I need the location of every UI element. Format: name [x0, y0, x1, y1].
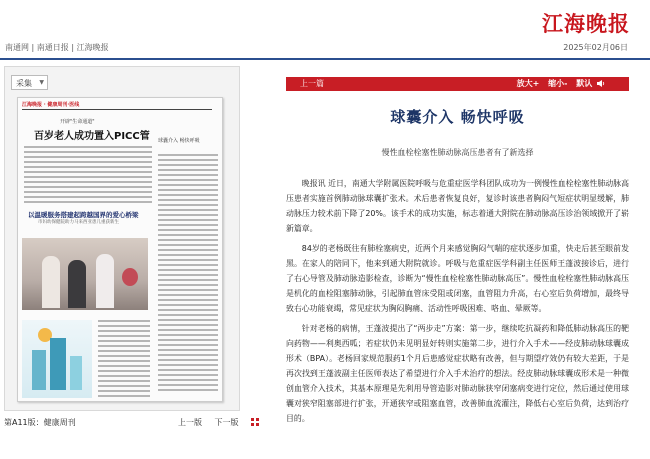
mode-select[interactable]: [11, 75, 48, 90]
prev-page-link[interactable]: 上一版: [178, 418, 202, 427]
zoom-in-button[interactable]: 放大+: [516, 79, 540, 88]
issue-date: 2025年02月06日: [563, 43, 628, 52]
paper-illustration: [22, 320, 92, 398]
edition-label: 第A11版：健康周刊: [4, 418, 76, 427]
header-divider: [0, 58, 650, 60]
article-title: 球囊介入 畅快呼吸: [390, 108, 525, 126]
nav-link-jianghai-evening[interactable]: 江海晚报: [76, 43, 109, 52]
paper-headline-2-sub: 市妇幼保健院助力马来西亚患儿重获新生: [38, 220, 119, 225]
article-paragraph: 晚报讯 近日，南通大学附属医院呼吸与危重症医学科团队成功为一例慢性血栓栓塞性肺动脉高压患者实施首例肺动脉球囊扩张术。术后患者恢复良好，复诊时该患者胸闷气短症状明显缓解，肺动脉压力较术前下降了20%。该手术的成功实施，标志着通大附院在肺动脉高压诊治领域掀开了崭新篇章。: [286, 179, 629, 233]
site-logo[interactable]: 江海晚报: [542, 11, 630, 36]
nav-link-nantong-net[interactable]: 南通网: [5, 43, 29, 52]
paper-text-column: [98, 320, 150, 400]
article-toolbar: [286, 77, 629, 91]
paper-text-column: [158, 154, 218, 394]
prev-article-link[interactable]: 上一篇: [300, 79, 324, 88]
page-preview-panel: [4, 66, 240, 411]
article-body: [286, 176, 629, 431]
nav-link-nantong-daily[interactable]: 南通日报: [36, 43, 69, 52]
newspaper-page-thumbnail[interactable]: [17, 97, 223, 402]
zoom-out-button[interactable]: 缩小-: [548, 79, 568, 88]
article-paragraph: 84岁的老杨既往有肺栓塞病史，近两个月来感觉胸闷气喘的症状逐步加重，快走后甚至眼前发黑。在家人的陪同下，他来到通大附院就诊。呼吸与危重症医学科副主任医师王蓬波接诊后，进行了右心导管及肺动脉造影检查，诊断为“慢性血栓栓塞性肺动脉高压”。慢性血栓栓塞性肺动脉高压是机化的血栓阻塞肺动脉，引起肺血管床受阻或闭塞，血管阻力升高，右心室后负荷增加，最终导致右心功能衰竭，常见症状为胸闷胸痛、活动性呼吸困难、咯血、晕厥等。: [286, 244, 629, 313]
next-page-link[interactable]: 下一版: [214, 418, 239, 427]
page-navigation: [178, 417, 259, 428]
paper-side-headline[interactable]: 球囊介入 畅快呼吸: [158, 138, 200, 144]
read-aloud-button[interactable]: 默认: [576, 79, 593, 88]
mode-select-value: 采集: [16, 79, 32, 88]
site-header: [0, 0, 650, 60]
paper-photo: [22, 238, 148, 310]
paper-headline-2[interactable]: 以温暖服务搭建起跨越国界的爱心桥梁: [28, 211, 139, 219]
paper-text-column: [24, 146, 152, 206]
speaker-icon[interactable]: [597, 80, 605, 87]
paper-headline[interactable]: 百岁老人成功置入PICC管: [34, 131, 150, 142]
article-tools: [511, 78, 605, 89]
nav-separator: |: [31, 43, 35, 52]
paper-masthead: [22, 102, 212, 110]
article-paragraph: 针对老杨的病情，王蓬波提出了“两步走”方案：第一步，继续吃抗凝药和降低肺动脉高压的靶向药物——利奥西呱；若症状仍未见明显好转则实施第二步，进行介入手术——经皮肺动脉球囊成形术（BPA）。老杨回家规范服药1个月后患感觉症状略有改善，但与期望疗效仍有较大差距，于是再次找到王蓬波副主任医师表达了希望进行介入手术治疗的想法。经皮肺动脉球囊成形术是一种微创血管介入技术，其基本原理是先利用导管造影对肺动脉狭窄闭塞病变进行定位，然后通过使用球囊对狭窄阻塞部进行扩张，开通狭窄或阻塞血管，改善肺血流灌注，降低右心室后负荷，达到治疗目的。: [286, 324, 629, 423]
chevron-down-icon: ▼: [39, 79, 44, 86]
paper-masthead-text: 江海晚报 · 健康周刊·医线: [22, 102, 80, 108]
grid-icon[interactable]: [251, 418, 259, 426]
nav-separator: |: [71, 43, 75, 52]
paper-headline-kicker: 开辟"生命通道": [60, 119, 95, 125]
site-nav: [5, 42, 109, 53]
article-subtitle: 慢性血栓栓塞性肺动脉高压患者有了新选择: [381, 148, 534, 157]
